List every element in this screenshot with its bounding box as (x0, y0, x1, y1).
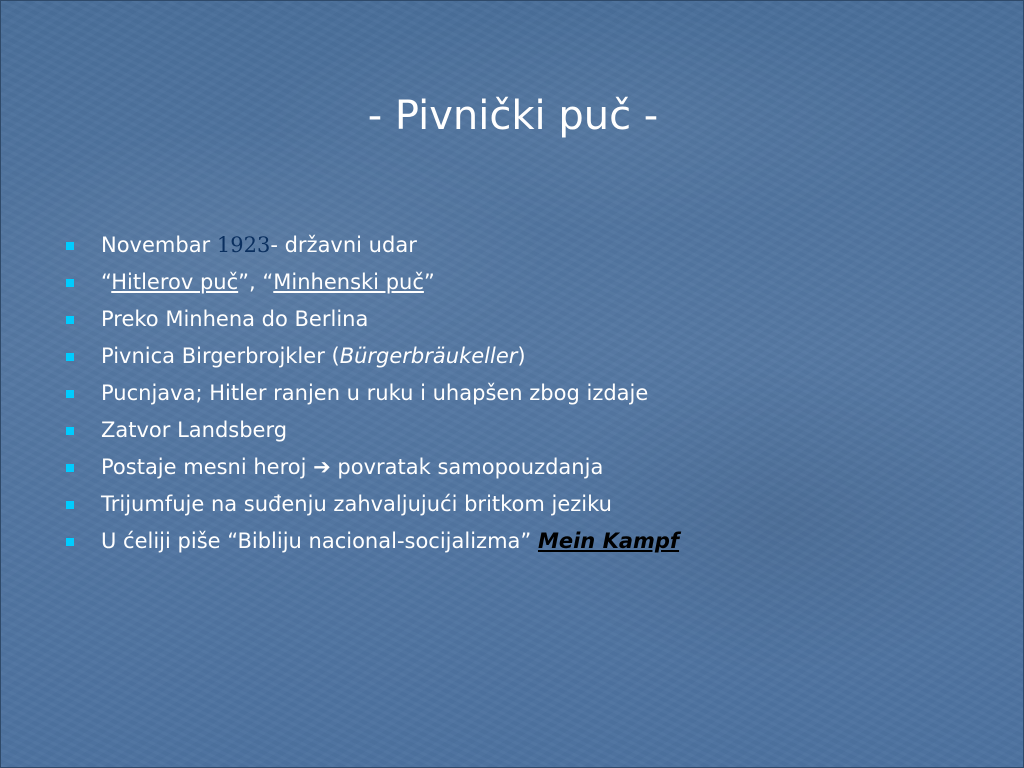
bullet-list (61, 227, 981, 560)
bullet-item (61, 523, 981, 560)
bullet-text: Trijumfuje na suđenju zahvaljujući britkom jeziku (101, 492, 612, 516)
bullet-text: U ćeliji piše “Bibliju nacional-socijalizma” (101, 529, 538, 553)
bullet-item (61, 301, 981, 338)
bullet-text: - državni udar (270, 233, 417, 257)
square-bullet-icon (66, 390, 74, 398)
bullet-item (61, 227, 981, 264)
bullet-text: ) (517, 344, 526, 368)
bullet-item (61, 486, 981, 523)
minhenski-puc-link[interactable]: Minhenski puč (273, 270, 424, 294)
year-text: 1923 (216, 233, 271, 257)
bullet-text: ” (423, 270, 435, 294)
bullet-item (61, 264, 981, 301)
bullet-text: ”, “ (238, 270, 274, 294)
bullet-text: Postaje mesni heroj (101, 455, 314, 479)
square-bullet-icon (66, 427, 74, 435)
square-bullet-icon (66, 538, 74, 546)
bullet-text: Pivnica Birgerbrojkler ( (101, 344, 340, 368)
bullet-text: “ (101, 270, 112, 294)
mein-kampf-link[interactable]: Mein Kampf (537, 529, 680, 553)
square-bullet-icon (66, 464, 74, 472)
square-bullet-icon (66, 242, 74, 250)
hitlerov-puc-link[interactable]: Hitlerov puč (111, 270, 239, 294)
square-bullet-icon (66, 316, 74, 324)
bullet-text: Preko Minhena do Berlina (101, 307, 369, 331)
bullet-text: Zatvor Landsberg (101, 418, 288, 442)
bullet-text: Novembar (101, 233, 217, 257)
square-bullet-icon (66, 501, 74, 509)
bullet-item (61, 412, 981, 449)
bullet-item (61, 375, 981, 412)
bullet-item (61, 449, 981, 486)
bullet-italic-text: Bürgerbräukeller (339, 344, 518, 368)
bullet-text: povratak samopouzdanja (330, 455, 604, 479)
bullet-item (61, 338, 981, 375)
slide-title: - Pivnički puč - (367, 93, 659, 139)
arrow-right-icon: ➔ (313, 455, 331, 479)
square-bullet-icon (66, 279, 74, 287)
bullet-text: Pucnjava; Hitler ranjen u ruku i uhapšen zbog izdaje (101, 381, 649, 405)
square-bullet-icon (66, 353, 74, 361)
